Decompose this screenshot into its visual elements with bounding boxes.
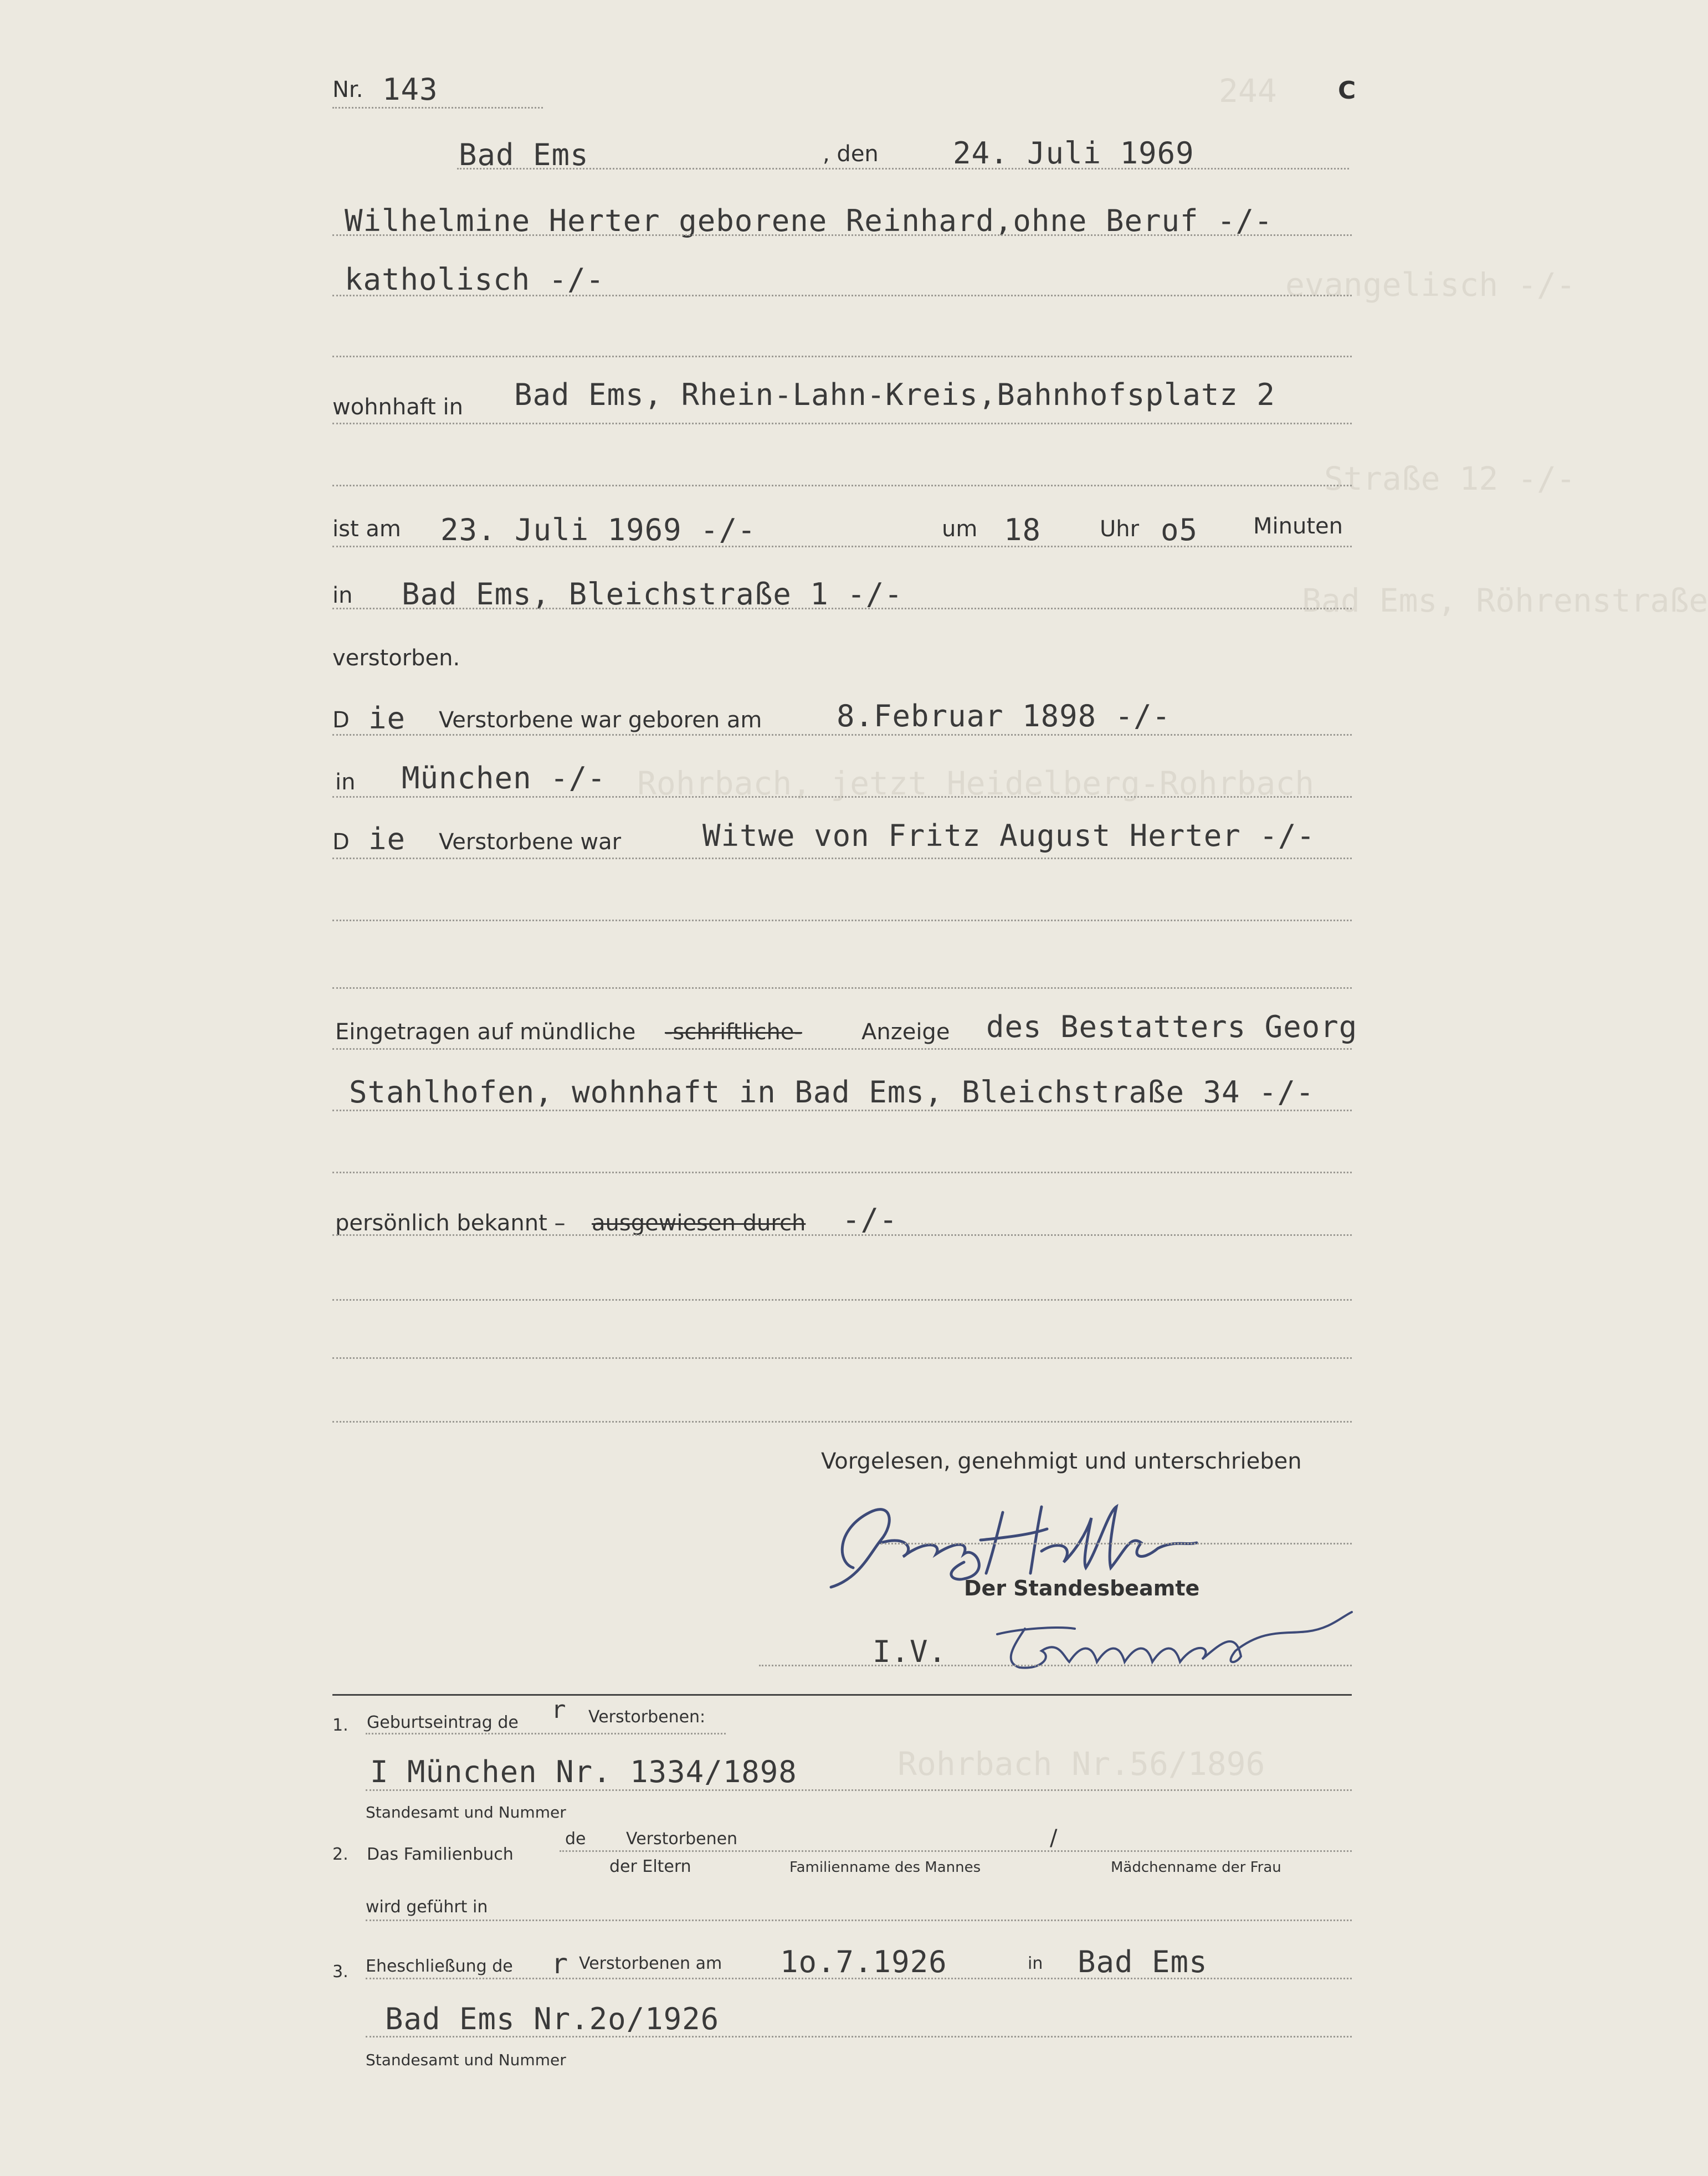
verstorben-label: verstorben. (332, 645, 460, 671)
section3-gender-suffix: r (551, 1948, 569, 1980)
rule (332, 608, 1352, 609)
bleed-through-mark: evangelisch -/- (1285, 266, 1576, 304)
birth-date: 8.Februar 1898 -/- (837, 699, 1171, 733)
anzeige-label: Anzeige (861, 1019, 950, 1045)
rule (332, 987, 1352, 989)
death-place-label: in (332, 583, 353, 608)
section1-label-end: Verstorbenen: (588, 1707, 706, 1727)
rule (366, 1733, 726, 1734)
struck-written-option: -schriftliche- (665, 1019, 802, 1045)
section1-number: 1. (332, 1716, 348, 1735)
section2-label: Das Familienbuch (367, 1845, 514, 1864)
marriage-date: 1o.7.1926 (780, 1944, 947, 1979)
section2-deceased-label: Verstorbenen (626, 1829, 738, 1849)
rule (560, 1850, 1352, 1852)
rule (332, 1421, 1352, 1423)
rule (332, 734, 1352, 736)
uhr-label: Uhr (1100, 516, 1140, 542)
wife-maiden-caption: Mädchenname der Frau (1111, 1859, 1281, 1876)
birth-d-label: D (332, 707, 350, 733)
um-label: um (942, 516, 978, 542)
rule (332, 107, 543, 109)
rule (332, 1357, 1352, 1359)
rule (332, 1048, 1352, 1050)
rule (457, 168, 1349, 170)
identity-label: persönlich bekannt – (335, 1210, 566, 1236)
rule (332, 234, 1352, 236)
section-divider (332, 1694, 1352, 1696)
section2-slash: / (1050, 1825, 1058, 1851)
death-hour: 18 (1004, 512, 1042, 547)
registry-place: Bad Ems (459, 137, 589, 172)
death-date-label: ist am (332, 516, 401, 542)
rule (332, 1299, 1352, 1301)
register-number-label: Nr. (332, 77, 363, 102)
section3-number: 3. (332, 1962, 348, 1982)
birth-label: Verstorbene war geboren am (439, 707, 762, 733)
den-label: , den (823, 141, 879, 167)
birth-register-entry: I München Nr. 1334/1898 (370, 1754, 797, 1789)
form-letter: C (1338, 76, 1356, 105)
section1-label: Geburtseintrag de (367, 1713, 519, 1732)
death-minutes: o5 (1161, 512, 1198, 547)
rule (332, 546, 1352, 547)
identity-value: -/- (842, 1202, 898, 1237)
struck-id-option: ausgewiesen durch (592, 1210, 806, 1236)
marital-status: Witwe von Fritz August Herter -/- (702, 818, 1315, 853)
husband-surname-caption: Familienname des Mannes (789, 1859, 981, 1876)
register-number: 143 (382, 72, 438, 107)
signature-caption: Vorgelesen, genehmigt und unterschrieben (821, 1449, 1302, 1474)
bleed-through-mark: 244 (1219, 72, 1277, 110)
birth-place: München -/- (402, 761, 606, 796)
registrant-line2: Stahlhofen, wohnhaft in Bad Ems, Bleichstraße 34 -/- (349, 1075, 1315, 1110)
section1-caption: Standesamt und Nummer (366, 1803, 566, 1821)
section3-label-end: Verstorbenen am (579, 1954, 722, 1973)
registration-label: Eingetragen auf mündliche (335, 1019, 636, 1045)
rule (332, 920, 1352, 921)
section3-label: Eheschließung de (366, 1957, 513, 1976)
rule (366, 1789, 1352, 1791)
section3-caption: Standesamt und Nummer (366, 2051, 566, 2069)
birth-gender-suffix: ie (368, 701, 406, 736)
rule (332, 295, 1352, 296)
bleed-through-mark: Straße 12 -/- (1324, 460, 1576, 497)
official-signature (975, 1595, 1363, 1684)
rule (332, 1110, 1352, 1111)
bleed-through-mark: Bad Ems, Röhrenstraße (1302, 582, 1708, 619)
section2-number: 2. (332, 1845, 348, 1864)
registry-date: 24. Juli 1969 (953, 136, 1194, 171)
rule (366, 1920, 1352, 1921)
rule (332, 858, 1352, 859)
bleed-through-mark: Rohrbach, jetzt Heidelberg-Rohrbach (637, 764, 1315, 802)
residence-label: wohnhaft in (332, 394, 463, 420)
death-place: Bad Ems, Bleichstraße 1 -/- (402, 577, 903, 612)
status-d-label: D (332, 829, 350, 855)
death-date: 23. Juli 1969 -/- (440, 512, 756, 547)
registrant-line1: des Bestatters Georg (986, 1009, 1358, 1044)
bleed-through-mark: Rohrbach Nr.56/1896 (897, 1745, 1265, 1783)
deceased-name-line: Wilhelmine Herter geborene Reinhard,ohne Beruf -/- (345, 203, 1273, 238)
marriage-place: Bad Ems (1078, 1944, 1208, 1979)
rule (366, 1978, 1352, 1979)
rule (332, 485, 1352, 486)
minuten-label: Minuten (1253, 514, 1343, 539)
rule (332, 796, 1352, 798)
rule (759, 1665, 1352, 1666)
deceased-religion-line: katholisch -/- (345, 262, 605, 297)
status-label: Verstorbene war (439, 829, 622, 855)
birth-place-label: in (335, 769, 356, 795)
section1-gender-suffix: r (551, 1696, 567, 1724)
rule (332, 356, 1352, 357)
section2-parents-label: der Eltern (609, 1857, 691, 1876)
rule (332, 423, 1352, 424)
marriage-register-entry: Bad Ems Nr.2o/1926 (385, 2001, 720, 2036)
rule (366, 2036, 1352, 2038)
official-title: Der Standesbeamte (964, 1576, 1200, 1600)
rule (332, 1234, 1352, 1236)
status-gender-suffix: ie (368, 822, 406, 856)
section2-de-label: de (565, 1829, 586, 1849)
section2-kept-in-label: wird geführt in (366, 1897, 488, 1917)
rule (332, 1172, 1352, 1173)
residence-value: Bad Ems, Rhein-Lahn-Kreis,Bahnhofsplatz 2 (514, 377, 1275, 412)
iv-mark: I.V. (873, 1634, 947, 1669)
section3-in-label: in (1028, 1954, 1043, 1973)
rule (881, 1543, 1352, 1544)
